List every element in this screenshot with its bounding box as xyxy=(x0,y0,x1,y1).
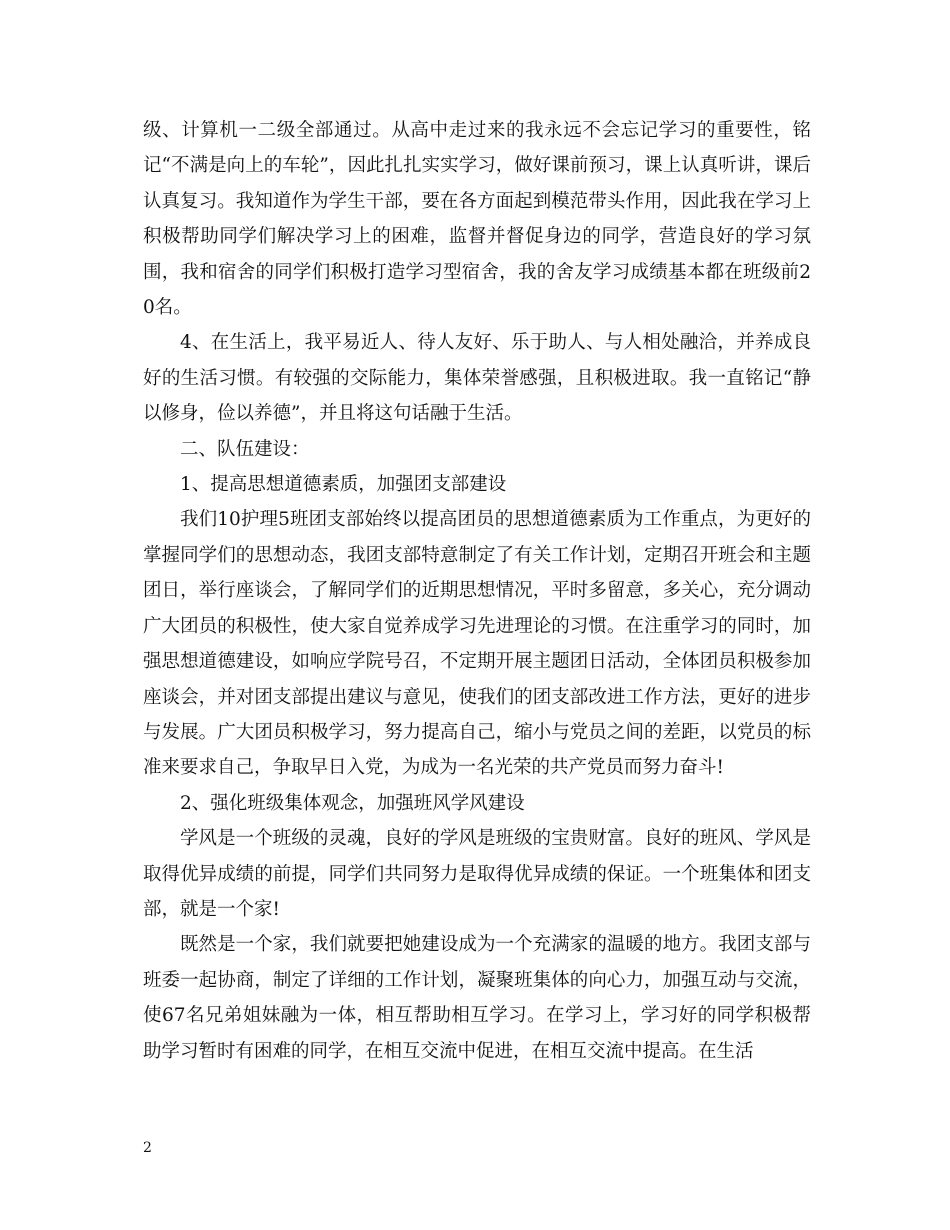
paragraph-league-branch: 我们10护理5班团支部始终以提高团员的思想道德素质为工作重点，为更好的掌握同学们的思想动态，我团支部特意制定了有关工作计划，定期召开班会和主题团日，举行座谈会，了解同学们的近期思想情况，平时多留意，多关心，充分调动广大团员的积极性，使大家自觉养成学习先进理论的习惯。在注重学习的同时，加强思想道德建设，如响应学院号召，不定期开展主题团日活动，全体团员积极参加座谈会，并对团支部提出建议与意见，使我们的团支部改进工作方法，更好的进步与发展。广大团员积极学习，努力提高自己，缩小与党员之间的差距，以党员的标准来要求自己，争取早日入党，为成为一名光荣的共产党员而努力奋斗! xyxy=(143,509,811,779)
page-number: 2 xyxy=(143,1140,152,1156)
paragraph-life: 4、在生活上，我平易近人、待人友好、乐于助人、与人相处融洽，并养成良好的生活习惯。有较强的交际能力，集体荣誉感强，且积极进取。我一直铭记“静以修身，俭以养德”，并且将这句话融于生活。 xyxy=(143,332,811,425)
body-text xyxy=(143,113,811,1069)
subheading-class-spirit: 2、强化班级集体观念，加强班风学风建设 xyxy=(180,792,525,814)
paragraph-home: 既然是一个家，我们就要把她建设成为一个充满家的温暖的地方。我团支部与班委一起协商，制定了详细的工作计划，凝聚班集体的向心力，加强互动与交流，使67名兄弟姐妹融为一体，相互帮助相互学习。在学习上，学习好的同学积极帮助学习暂时有困难的同学，在相互交流中促进，在相互交流中提高。在生活 xyxy=(143,934,811,1062)
subheading-ideology: 1、提高思想道德素质，加强团支部建设 xyxy=(180,474,507,496)
paragraph-study-style: 学风是一个班级的灵魂，良好的学风是班级的宝贵财富。良好的班风、学风是取得优异成绩的前提，同学们共同努力是取得优异成绩的保证。一个班集体和团支部，就是一个家! xyxy=(143,828,811,920)
paragraph-study-continuation: 级、计算机一二级全部通过。从高中走过来的我永远不会忘记学习的重要性，铭记“不满是向上的车轮”，因此扎扎实实学习，做好课前预习，课上认真听讲，课后认真复习。我知道作为学生干部，要在各方面起到模范带头作用，因此我在学习上积极帮助同学们解决学习上的困难，监督并督促身边的同学，营造良好的学习氛围，我和宿舍的同学们积极打造学习型宿舍，我的舍友学习成绩基本都在班级前20名。 xyxy=(143,120,811,319)
section-heading-team-building: 二、队伍建设： xyxy=(180,438,310,460)
